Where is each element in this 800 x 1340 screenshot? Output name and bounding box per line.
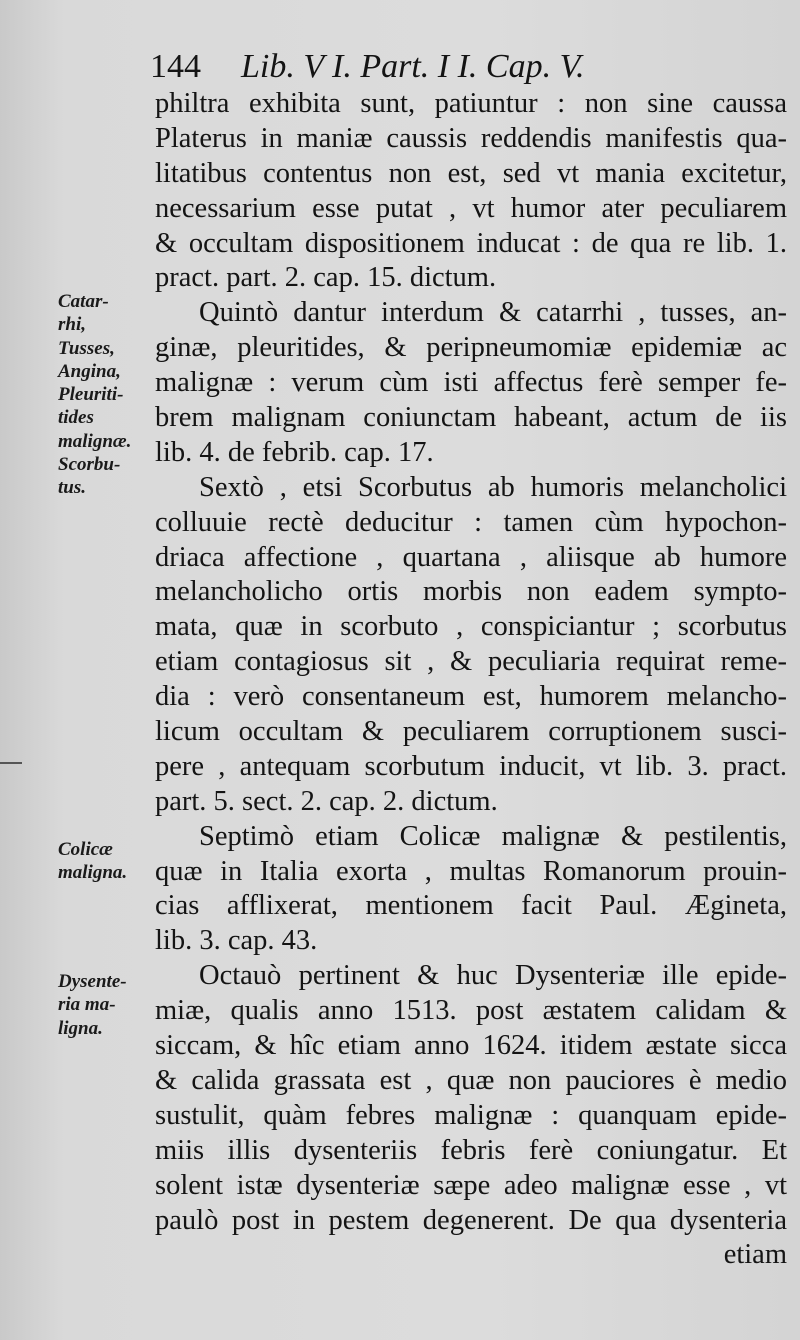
text-line: paulò post in pestem degenerent. De qua dysenteria: [155, 1204, 787, 1236]
marginal-note-line: tus.: [58, 477, 86, 499]
marginal-note-line: malignæ.: [58, 430, 132, 452]
text-line: cias afflixerat, mentionem facit Paul. Ægineta,: [155, 890, 787, 922]
text-line: ginæ, pleuritides, & peripneumomiæ epidemiæ ac: [155, 332, 787, 364]
text-line: brem malignam coniunctam habeant, actum de iis: [155, 402, 787, 434]
text-line: dia : verò consentaneum est, humorem melancho-: [155, 681, 787, 713]
text-line: miis illis dysenteriis febris ferè coniungatur. Et: [155, 1134, 787, 1166]
marginal-note-line: tides: [58, 407, 94, 429]
marginal-note-line: Colicæ: [58, 839, 113, 860]
text-line: Octauò pertinent & huc Dysenteriæ ille epide-: [199, 960, 787, 992]
running-title: Lib. V I. Part. I I. Cap. V.: [241, 48, 585, 85]
text-line: lib. 4. de febrib. cap. 17.: [155, 436, 434, 468]
text-line: & calida grassata est , quæ non pauciores è medio: [155, 1064, 787, 1096]
marginal-note-line: rhi,: [58, 314, 86, 336]
marginal-note-line: Tusses,: [58, 337, 115, 359]
text-line: colluuie rectè deducitur : tamen cùm hypochon-: [155, 506, 787, 538]
text-line: miæ, qualis anno 1513. post æstatem calidam &: [155, 995, 787, 1027]
text-line: & occultam dispositionem inducat : de qua re lib. 1.: [155, 227, 787, 259]
marginal-note-line: Dysente-: [58, 971, 127, 992]
text-line: philtra exhibita sunt, patiuntur : non sine caussa: [155, 88, 787, 119]
text-line: sustulit, quàm febres malignæ : quanquam epide-: [155, 1099, 787, 1131]
text-line: pere , antequam scorbutum inducit, vt lib. 3. pract.: [155, 750, 787, 782]
catchword: etiam: [723, 1239, 787, 1271]
text-line: part. 5. sect. 2. cap. 2. dictum.: [155, 785, 498, 817]
marginal-note-dysenteria: [58, 970, 154, 1040]
body-text: [155, 87, 787, 1273]
text-line: Quintò dantur interdum & catarrhi , tusses, an-: [199, 297, 787, 329]
marginal-note-line: Angina,: [58, 360, 121, 382]
text-line: lib. 3. cap. 43.: [155, 925, 318, 957]
marginal-note-line: ria ma-: [58, 994, 116, 1016]
text-line: Septimò etiam Colicæ malignæ & pestilentis,: [199, 820, 787, 852]
text-line: necessarium esse putat , vt humor ater peculiarem: [155, 192, 787, 224]
marginal-note-line: Catar-: [58, 291, 109, 312]
text-line: pract. part. 2. cap. 15. dictum.: [155, 262, 497, 294]
text-line: licum occultam & peculiarem corruptionem susci-: [155, 716, 787, 748]
marginal-note-catarrhi: [58, 290, 154, 500]
text-line: mata, quæ in scorbuto , conspiciantur ; scorbutus: [155, 611, 787, 643]
text-line: solent istæ dysenteriæ sæpe adeo malignæ esse , vt: [155, 1169, 787, 1201]
text-line: Platerus in maniæ caussis reddendis manifestis qua-: [155, 122, 787, 154]
page-header: [150, 42, 790, 92]
marginal-note-line: Scorbu-: [58, 454, 121, 476]
page-number: 144: [150, 48, 201, 85]
text-line: litatibus contentus non est, sed vt mania excitetur,: [155, 157, 787, 189]
text-line: siccam, & hîc etiam anno 1624. itidem æstate sicca: [155, 1030, 787, 1062]
marginal-note-line: maligna.: [58, 862, 128, 884]
text-line: etiam contagiosus sit , & peculiaria requirat reme-: [155, 646, 787, 678]
text-line: malignæ : verum cùm isti affectus ferè semper fe-: [155, 367, 787, 399]
margin-mark: [0, 762, 22, 764]
text-line: melancholicho ortis morbis non eadem sympto-: [155, 576, 787, 608]
text-line: quæ in Italia exorta , multas Romanorum prouin-: [155, 855, 787, 887]
marginal-note-line: ligna.: [58, 1017, 103, 1039]
text-line: driaca affectione , quartana , aliisque ab humore: [155, 541, 787, 573]
text-line: Sextò , etsi Scorbutus ab humoris melancholici: [199, 471, 787, 503]
marginal-note-line: Pleuriti-: [58, 384, 124, 406]
marginal-note-colica: [58, 838, 154, 885]
